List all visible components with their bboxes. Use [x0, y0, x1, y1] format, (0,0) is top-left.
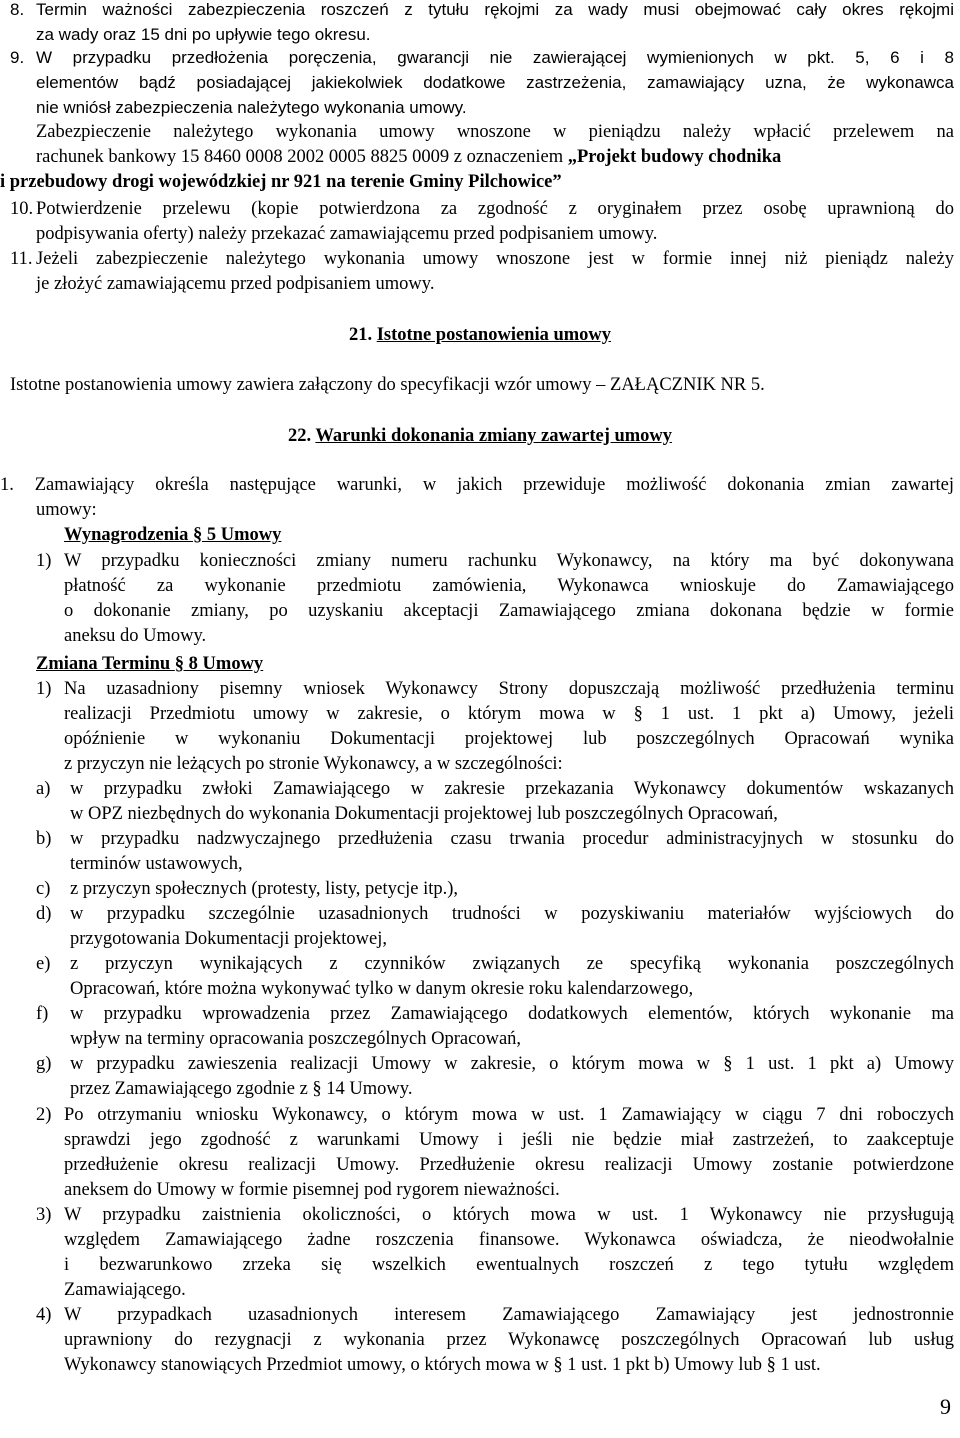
list-item	[36, 877, 954, 902]
text-line: realizacji Przedmiotu umowy w zakresie, o którym mowa w § 1 ust. 1 pkt a) Umowy, jeżeli	[64, 704, 954, 724]
list-item	[36, 1203, 954, 1303]
text-line: Zamawiającego.	[64, 1280, 186, 1300]
list-item	[36, 952, 954, 1002]
section-number: 22.	[287, 426, 316, 446]
list-item	[36, 1103, 954, 1203]
text-line: je złożyć zamawiającemu przed podpisaniem umowy.	[36, 274, 435, 294]
text-line: W przypadku zaistnienia okoliczności, o których mowa w ust. 1 Wykonawcy nie przysługują	[64, 1205, 954, 1225]
text-line: 1. Zamawiający określa następujące warunki, w jakich przewiduje możliwość dokonania zmian zawartej	[0, 475, 954, 495]
list-item	[36, 677, 954, 777]
text-line: przygotowania Dokumentacji projektowej,	[70, 929, 387, 949]
section-21-heading	[0, 323, 960, 348]
payment-paragraph	[0, 120, 954, 195]
text-line: Wykonawcy stanowiących Przedmiot umowy, o których mowa w § 1 ust. 1 pkt b) Umowy lub § 1 ust.	[64, 1355, 821, 1375]
text-line: Zabezpieczenie należytego wykonania umowy wnoszone w pieniądzu należy wpłacić przelewem na	[36, 122, 954, 142]
text-line: Po otrzymaniu wniosku Wykonawcy, o którym mowa w ust. 1 Zamawiający w ciągu 7 dni roboczych	[64, 1105, 954, 1125]
text-line: W przypadkach uzasadnionych interesem Zamawiającego Zamawiający jest jednostronnie	[64, 1305, 954, 1325]
text-line: z przyczyn wynikających z czynników związanych ze specyfiką wykonania poszczególnych	[70, 954, 954, 974]
text-line: W przypadku przedłożenia poręczenia, gwarancji nie zawierającej wymienionych w pkt. 5, 6 i 8	[36, 48, 954, 67]
item-number: 3)	[36, 1205, 52, 1225]
project-title: „Projekt budowy chodnika	[567, 147, 782, 167]
list-item-10	[10, 197, 954, 247]
list-item-9	[10, 45, 954, 120]
item-number: 2)	[36, 1105, 52, 1125]
text-line: w przypadku wprowadzenia przez Zamawiającego dodatkowych elementów, których wykonanie ma	[70, 1004, 954, 1024]
text-line: w przypadku zwłoki Zamawiającego w zakresie przekazania Wykonawcy dokumentów wskazanych	[70, 779, 954, 799]
list-item	[36, 1002, 954, 1052]
text-line: terminów ustawowych,	[70, 854, 243, 874]
text-line: aneksem do Umowy w formie pisemnej pod rygorem nieważności.	[64, 1180, 560, 1200]
text-line: względem Zamawiającego żadne roszczenia finansowe. Wykonawca oświadcza, że nieodwołalnie	[64, 1230, 954, 1250]
list-item-8	[10, 0, 954, 47]
page-number: 9	[940, 1394, 951, 1419]
list-item	[36, 1303, 954, 1378]
section-number: 21.	[348, 325, 377, 345]
section-21-body	[10, 373, 954, 398]
text-line: przedłużenie okresu realizacji Umowy. Przedłużenie okresu realizacji Umowy zostanie potwierdzone	[64, 1155, 954, 1175]
item-number: d)	[36, 904, 52, 924]
item-number: 10.	[10, 199, 34, 219]
text-line: i bezwarunkowo zrzeka się wszelkich ewentualnych roszczeń z tego tytułu względem	[64, 1255, 954, 1275]
text-line: w przypadku nadzwyczajnego przedłużenia czasu trwania procedur administracyjnych w stosunku do	[70, 829, 954, 849]
text-line: elementów bądź posiadającej jakiekolwiek dodatkowe zastrzeżenia, zamawiający uzna, że wykonawca	[36, 73, 954, 92]
list-item	[36, 1052, 954, 1102]
text-line: Jeżeli zabezpieczenie należytego wykonania umowy wnoszone jest w formie innej niż pieniądz należy	[36, 249, 954, 269]
subsection-remuneration-title: Wynagrodzenia § 5 Umowy	[64, 525, 282, 545]
list-item	[36, 777, 954, 827]
section-title: Warunki dokonania zmiany zawartej umowy	[315, 426, 673, 446]
text-line: przez Zamawiającego zgodnie z § 14 Umowy.	[70, 1079, 413, 1099]
item-number: g)	[36, 1054, 52, 1074]
text-line: uprawniony do rezygnacji z wykonania przez Wykonawcę poszczególnych Opracowań lub usług	[64, 1330, 954, 1350]
circumstances-list	[36, 777, 954, 1102]
text-line: w przypadku zawieszenia realizacji Umowy w zakresie, o którym mowa w § 1 ust. 1 pkt a) Umowy	[70, 1054, 954, 1074]
numbered-list	[36, 1103, 954, 1378]
text-line: Potwierdzenie przelewu (kopie potwierdzona za zgodność z oryginałem przez osobę uprawnioną do	[36, 199, 954, 219]
item-number: e)	[36, 954, 51, 974]
item-number: 8.	[10, 0, 25, 19]
text-line: z przyczyn społecznych (protesty, listy, petycje itp.),	[70, 879, 459, 899]
list-item-11	[10, 247, 954, 297]
remuneration-list	[36, 549, 954, 649]
text-line: podpisywania oferty) należy przekazać zamawiającemu przed podpisaniem umowy.	[36, 224, 658, 244]
text-line: umowy:	[36, 500, 97, 520]
text-line	[36, 145, 954, 170]
section-22-heading	[0, 424, 960, 449]
item-number: 1)	[36, 679, 52, 699]
text-line: w OPZ niezbędnych do wykonania Dokumentacji projektowej lub poszczególnych Opracowań,	[70, 804, 778, 824]
section-22-intro	[0, 473, 954, 523]
text-line: Istotne postanowienia umowy zawiera załączony do specyfikacji wzór umowy – ZAŁĄCZNIK NR 5.	[10, 375, 765, 395]
item-number: a)	[36, 779, 51, 799]
text-line: Na uzasadniony pisemny wniosek Wykonawcy Strony dopuszczają możliwość przedłużenia terminu	[64, 679, 954, 699]
text-line: za wady oraz 15 dni po upływie tego okresu.	[36, 25, 371, 44]
text-line: płatność za wykonanie przedmiotu zamówienia, Wykonawca wnioskuje do Zamawiającego	[64, 576, 954, 596]
text-line: w przypadku szczególnie uzasadnionych trudności w pozyskiwaniu materiałów wyjściowych do	[70, 904, 954, 924]
text-line: o dokonanie zmiany, po uzyskaniu akceptacji Zamawiającego zmiana dokonana będzie w formie	[64, 601, 954, 621]
project-title-continued: i przebudowy drogi wojewódzkiej nr 921 na terenie Gminy Pilchowice”	[0, 172, 562, 192]
item-number: 9.	[10, 48, 25, 67]
deadline-list	[36, 677, 954, 777]
item-number: f)	[36, 1004, 49, 1024]
item-number: 11.	[10, 249, 33, 269]
text-line: aneksu do Umowy.	[64, 626, 207, 646]
account-text: rachunek bankowy 15 8460 0008 2002 0005 8825 0009 z oznaczeniem	[36, 147, 568, 167]
text-line: opóźnienie w wykonaniu Dokumentacji projektowej lub poszczególnych Opracowań wynika	[64, 729, 954, 749]
item-number: b)	[36, 829, 52, 849]
section-title: Istotne postanowienia umowy	[376, 325, 612, 345]
list-item	[36, 549, 954, 649]
list-item	[36, 827, 954, 877]
text-line: nie wniósł zabezpieczenia należytego wykonania umowy.	[36, 98, 467, 117]
subsection-deadline-title: Zmiana Terminu § 8 Umowy	[36, 654, 264, 674]
text-line: W przypadku konieczności zmiany numeru rachunku Wykonawcy, na który ma być dokonywana	[64, 551, 954, 571]
text-line: sprawdzi jego zgodność z warunkami Umowy i jeśli nie będzie miał zastrzeżeń, to zaakceptuje	[64, 1130, 954, 1150]
text-line: z przyczyn nie leżących po stronie Wykonawcy, a w szczególności:	[64, 754, 563, 774]
list-item	[36, 902, 954, 952]
item-number: c)	[36, 879, 51, 899]
text-line: wpływ na terminy opracowania poszczególnych Opracowań,	[70, 1029, 522, 1049]
text-line: Termin ważności zabezpieczenia roszczeń z tytułu rękojmi za wady musi obejmować cały okres rękojmi	[36, 0, 954, 19]
item-number: 1)	[36, 551, 52, 571]
text-line: Opracowań, które można wykonywać tylko w danym okresie roku kalendarzowego,	[70, 979, 694, 999]
item-number: 4)	[36, 1305, 52, 1325]
